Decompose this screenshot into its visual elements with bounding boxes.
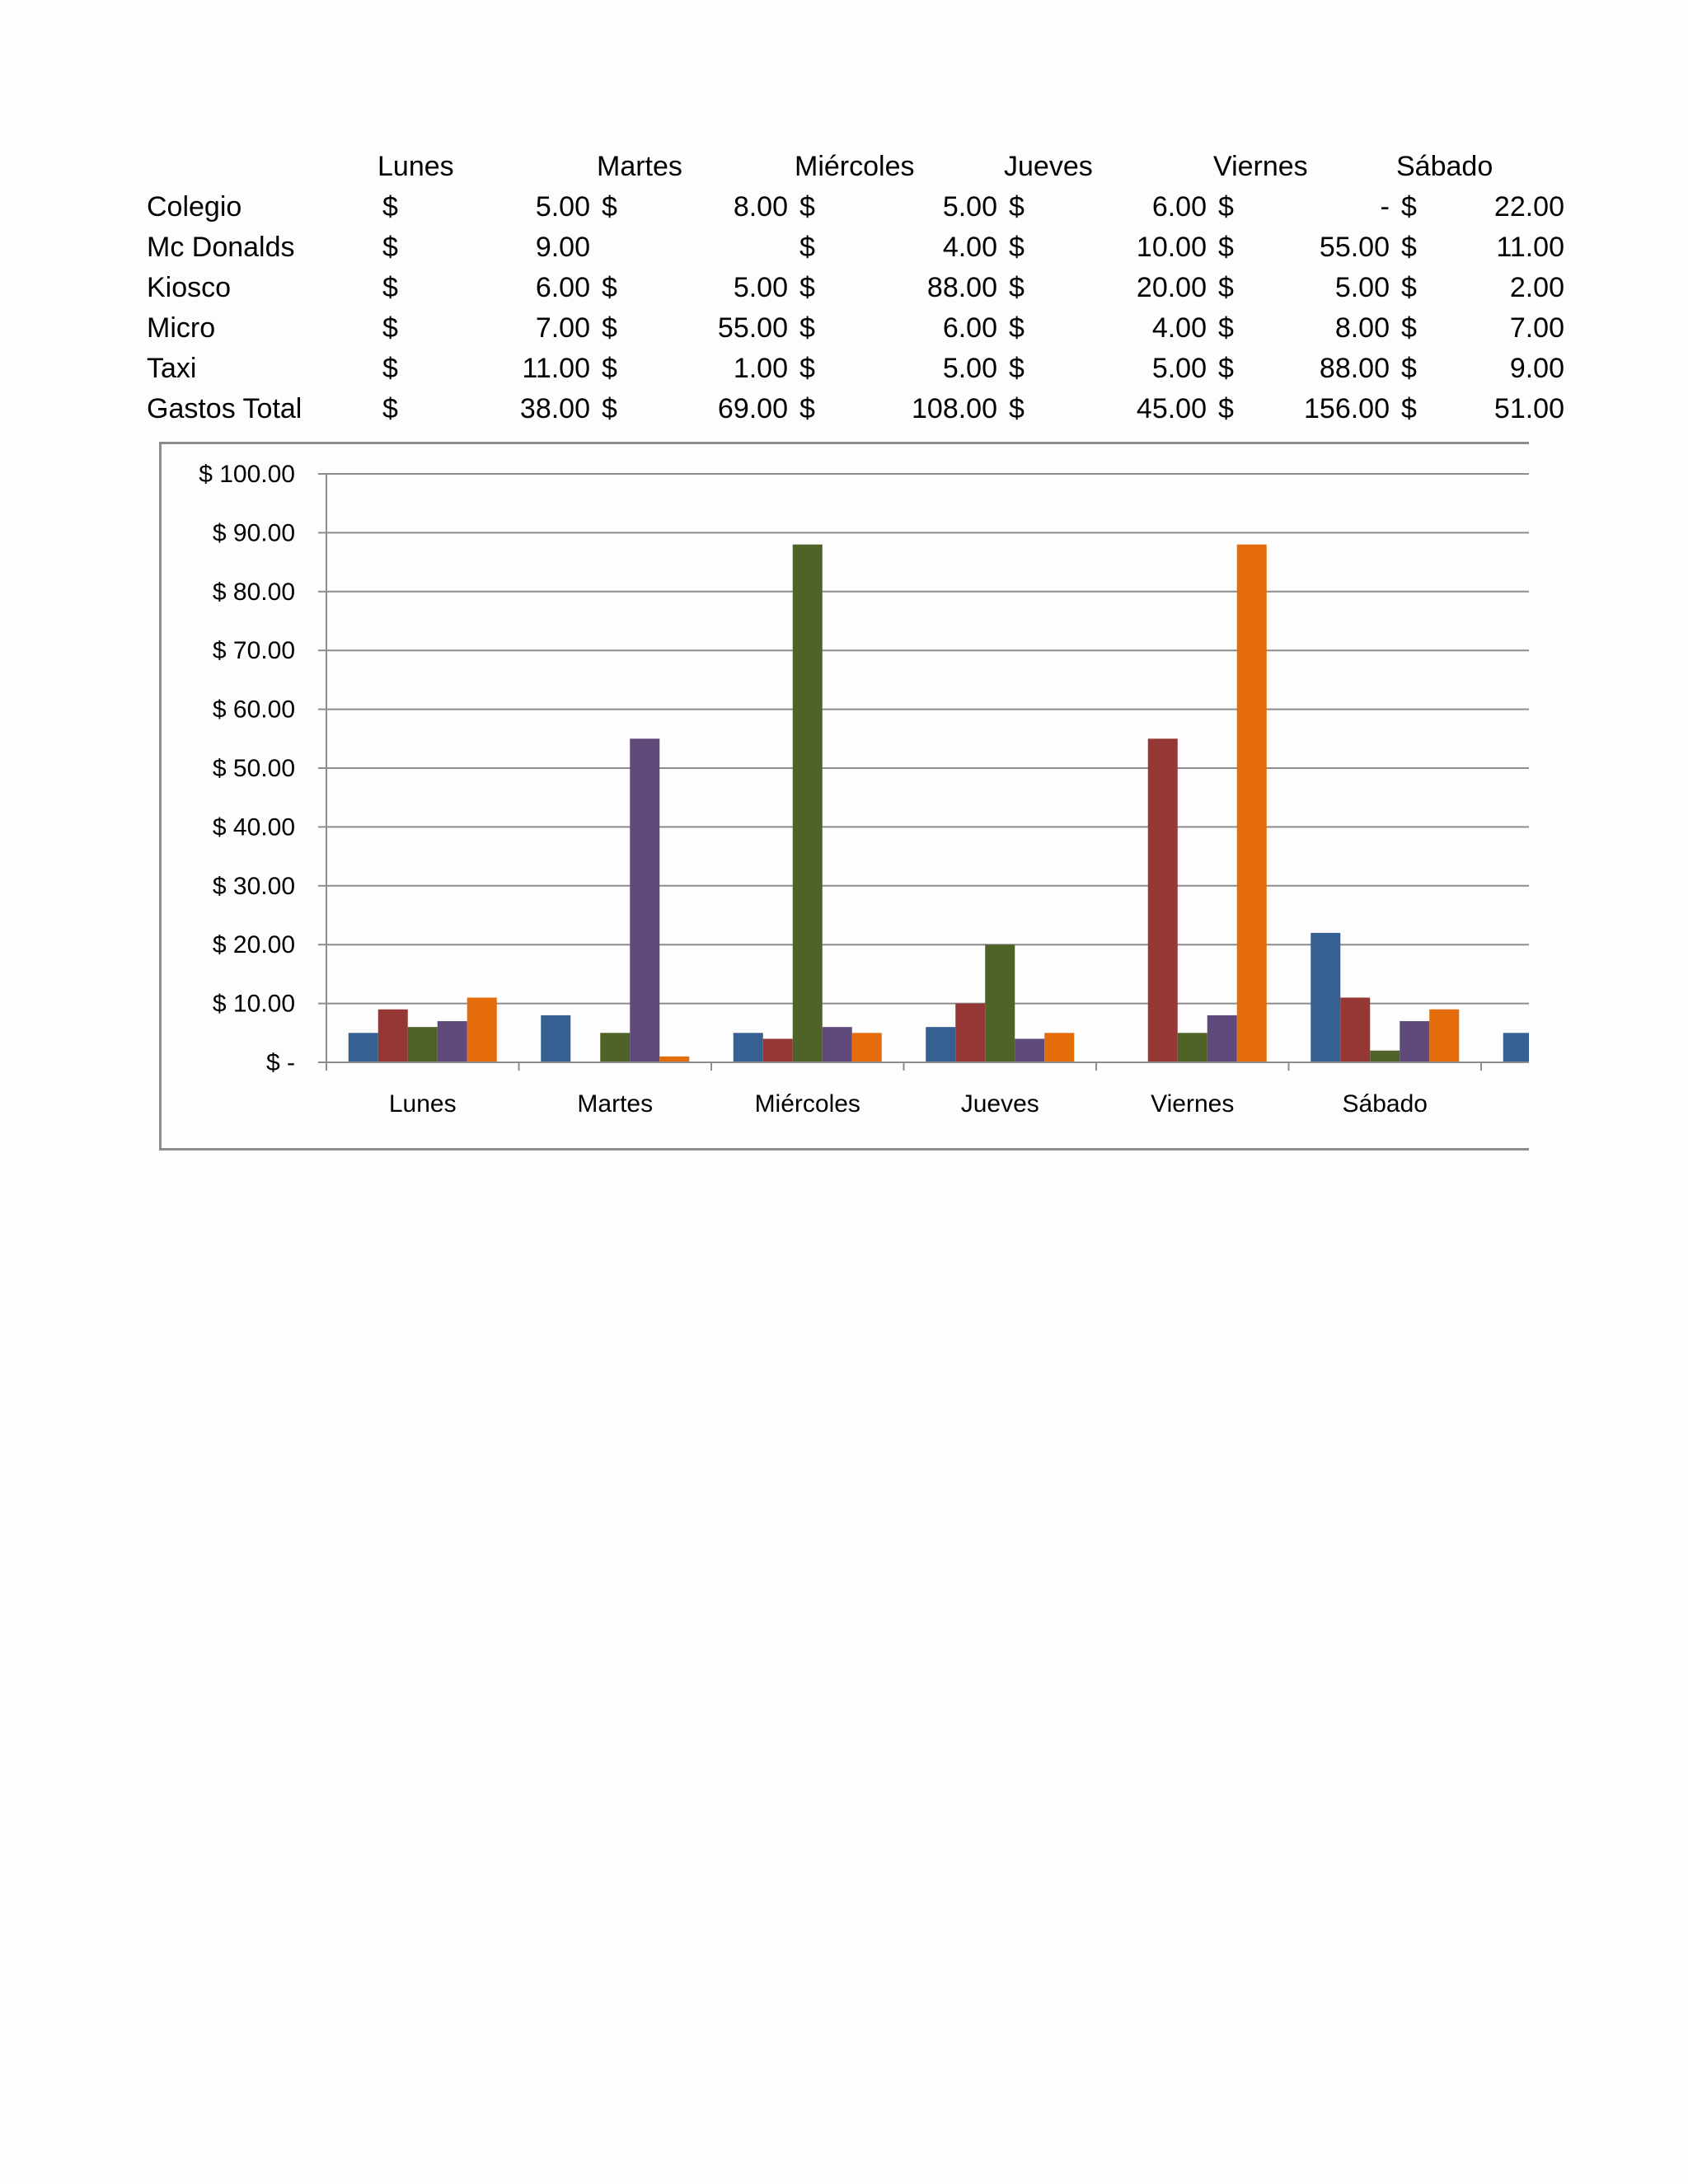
y-tick-label: $ 50.00 — [212, 755, 295, 782]
y-tick-label: $ 80.00 — [212, 578, 295, 606]
bar — [1370, 1051, 1400, 1062]
bar — [630, 738, 659, 1062]
bar — [926, 1027, 955, 1062]
value-cell: 9.00 — [1509, 353, 1564, 384]
value-cell: 5.00 — [535, 191, 590, 223]
value-cell: 6.00 — [942, 312, 997, 344]
bar — [1237, 545, 1267, 1062]
currency-cell: $ — [1009, 191, 1025, 223]
value-cell: 7.00 — [1509, 312, 1564, 344]
row-label: Gastos Total — [147, 393, 302, 424]
currency-cell: $ — [382, 272, 398, 303]
bar — [541, 1015, 570, 1062]
value-cell: 20.00 — [1136, 272, 1207, 303]
y-tick-label: $ 40.00 — [212, 813, 295, 841]
currency-cell: $ — [1401, 232, 1417, 263]
currency-cell: $ — [1401, 312, 1417, 344]
table-row — [132, 187, 1571, 227]
value-cell: 51.00 — [1493, 393, 1564, 424]
bar — [763, 1038, 793, 1062]
row-label: Colegio — [147, 191, 242, 223]
bar — [1148, 738, 1178, 1062]
value-cell: 2.00 — [1509, 272, 1564, 303]
row-label: Micro — [147, 312, 216, 344]
value-cell: 5.00 — [1334, 272, 1390, 303]
bar — [408, 1027, 438, 1062]
currency-cell: $ — [1218, 272, 1234, 303]
header-corner — [132, 147, 377, 187]
table-row — [132, 308, 1571, 349]
currency-cell: $ — [1401, 272, 1417, 303]
row-label: Taxi — [147, 353, 197, 384]
currency-cell: $ — [799, 312, 815, 344]
bar — [852, 1033, 882, 1062]
currency-cell: $ — [1009, 312, 1025, 344]
bar — [1178, 1033, 1207, 1062]
x-category-label: Jueves — [960, 1090, 1039, 1118]
value-cell: 5.00 — [942, 191, 997, 223]
value-cell: 6.00 — [1151, 191, 1207, 223]
currency-cell: $ — [382, 232, 398, 263]
value-cell: 9.00 — [535, 232, 590, 263]
table-row — [132, 227, 1571, 268]
value-cell: 88.00 — [926, 272, 997, 303]
bar — [734, 1033, 763, 1062]
bar — [1340, 997, 1370, 1062]
value-cell: 69.00 — [717, 393, 788, 424]
row-label: Mc Donalds — [147, 232, 295, 263]
x-category-label: Viernes — [1151, 1090, 1235, 1118]
value-cell: 88.00 — [1319, 353, 1390, 384]
value-cell: 5.00 — [1151, 353, 1207, 384]
value-cell: 8.00 — [733, 191, 788, 223]
currency-cell: $ — [799, 191, 815, 223]
table-row — [132, 389, 1571, 429]
currency-cell: $ — [1218, 232, 1234, 263]
currency-cell: $ — [1401, 393, 1417, 424]
currency-cell: $ — [1218, 353, 1234, 384]
value-cell: 11.00 — [1496, 232, 1564, 263]
value-cell: 10.00 — [1136, 232, 1207, 263]
currency-cell: $ — [799, 353, 815, 384]
y-tick-label: $ 100.00 — [199, 461, 295, 488]
bar — [985, 944, 1015, 1062]
y-tick-label: $ 30.00 — [212, 872, 295, 900]
currency-cell: $ — [382, 312, 398, 344]
bar — [1044, 1033, 1074, 1062]
bar-chart — [162, 444, 1529, 1151]
value-cell: 1.00 — [733, 353, 788, 384]
currency-cell: $ — [602, 312, 617, 344]
bar — [349, 1033, 378, 1062]
bar — [1015, 1038, 1044, 1062]
column-header: Martes — [597, 151, 682, 182]
currency-cell: $ — [1009, 272, 1025, 303]
y-tick-label: $ 90.00 — [212, 519, 295, 547]
column-header: Lunes — [377, 151, 454, 182]
currency-cell: $ — [382, 393, 398, 424]
value-cell: 108.00 — [912, 393, 997, 424]
value-cell: 5.00 — [942, 353, 997, 384]
value-cell — [625, 227, 795, 268]
x-category-label: Miércoles — [754, 1090, 860, 1118]
currency-cell: $ — [602, 272, 617, 303]
currency-cell: $ — [1009, 393, 1025, 424]
table-body — [132, 187, 1571, 429]
value-cell: 156.00 — [1304, 393, 1390, 424]
currency-cell: $ — [602, 191, 617, 223]
value-cell: 7.00 — [535, 312, 590, 344]
bar — [1429, 1010, 1459, 1062]
currency-cell: $ — [602, 393, 617, 424]
currency-cell: $ — [602, 353, 617, 384]
value-cell: - — [1380, 191, 1390, 223]
value-cell: 11.00 — [522, 353, 590, 384]
y-tick-label: $ 70.00 — [212, 637, 295, 665]
y-tick-label: $ 20.00 — [212, 931, 295, 959]
y-tick-label: $ 10.00 — [212, 990, 295, 1018]
y-tick-label: $ 60.00 — [212, 696, 295, 724]
value-cell: 45.00 — [1136, 393, 1207, 424]
table-header-row — [132, 147, 1571, 187]
value-cell: 5.00 — [733, 272, 788, 303]
bar — [467, 997, 497, 1062]
bar — [1311, 933, 1340, 1062]
currency-cell — [597, 227, 625, 268]
column-header: Miércoles — [795, 151, 915, 182]
currency-cell: $ — [1218, 393, 1234, 424]
x-category-label: Lunes — [388, 1090, 457, 1118]
value-cell: 6.00 — [535, 272, 590, 303]
currency-cell: $ — [1218, 191, 1234, 223]
bar — [955, 1004, 985, 1062]
currency-cell: $ — [799, 272, 815, 303]
x-category-label: Martes — [577, 1090, 654, 1118]
expense-table — [132, 147, 1571, 429]
currency-cell: $ — [799, 232, 815, 263]
bar — [438, 1021, 467, 1062]
value-cell: 8.00 — [1334, 312, 1390, 344]
currency-cell: $ — [1401, 353, 1417, 384]
currency-cell: $ — [1218, 312, 1234, 344]
value-cell: 55.00 — [1319, 232, 1390, 263]
bar — [793, 545, 823, 1062]
row-label: Kiosco — [147, 272, 232, 303]
table-row — [132, 268, 1571, 308]
currency-cell: $ — [799, 393, 815, 424]
bar — [1400, 1021, 1429, 1062]
bar — [600, 1033, 630, 1062]
value-cell: 4.00 — [1151, 312, 1207, 344]
bar — [1207, 1015, 1237, 1062]
y-tick-label: $ - — [265, 1049, 295, 1076]
column-header: Sábado — [1396, 151, 1493, 182]
column-header: Viernes — [1213, 151, 1308, 182]
bar — [378, 1010, 408, 1062]
currency-cell: $ — [1401, 191, 1417, 223]
bar — [1503, 1033, 1529, 1062]
x-category-label: Sábado — [1342, 1090, 1428, 1118]
bar — [659, 1057, 689, 1062]
column-header: Jueves — [1004, 151, 1093, 182]
currency-cell: $ — [382, 353, 398, 384]
chart-frame — [159, 442, 1529, 1151]
table-row — [132, 349, 1571, 389]
currency-cell: $ — [1009, 232, 1025, 263]
bar — [823, 1027, 852, 1062]
value-cell: 4.00 — [942, 232, 997, 263]
currency-cell: $ — [382, 191, 398, 223]
value-cell: 22.00 — [1493, 191, 1564, 223]
value-cell: 55.00 — [717, 312, 788, 344]
value-cell: 38.00 — [519, 393, 590, 424]
currency-cell: $ — [1009, 353, 1025, 384]
